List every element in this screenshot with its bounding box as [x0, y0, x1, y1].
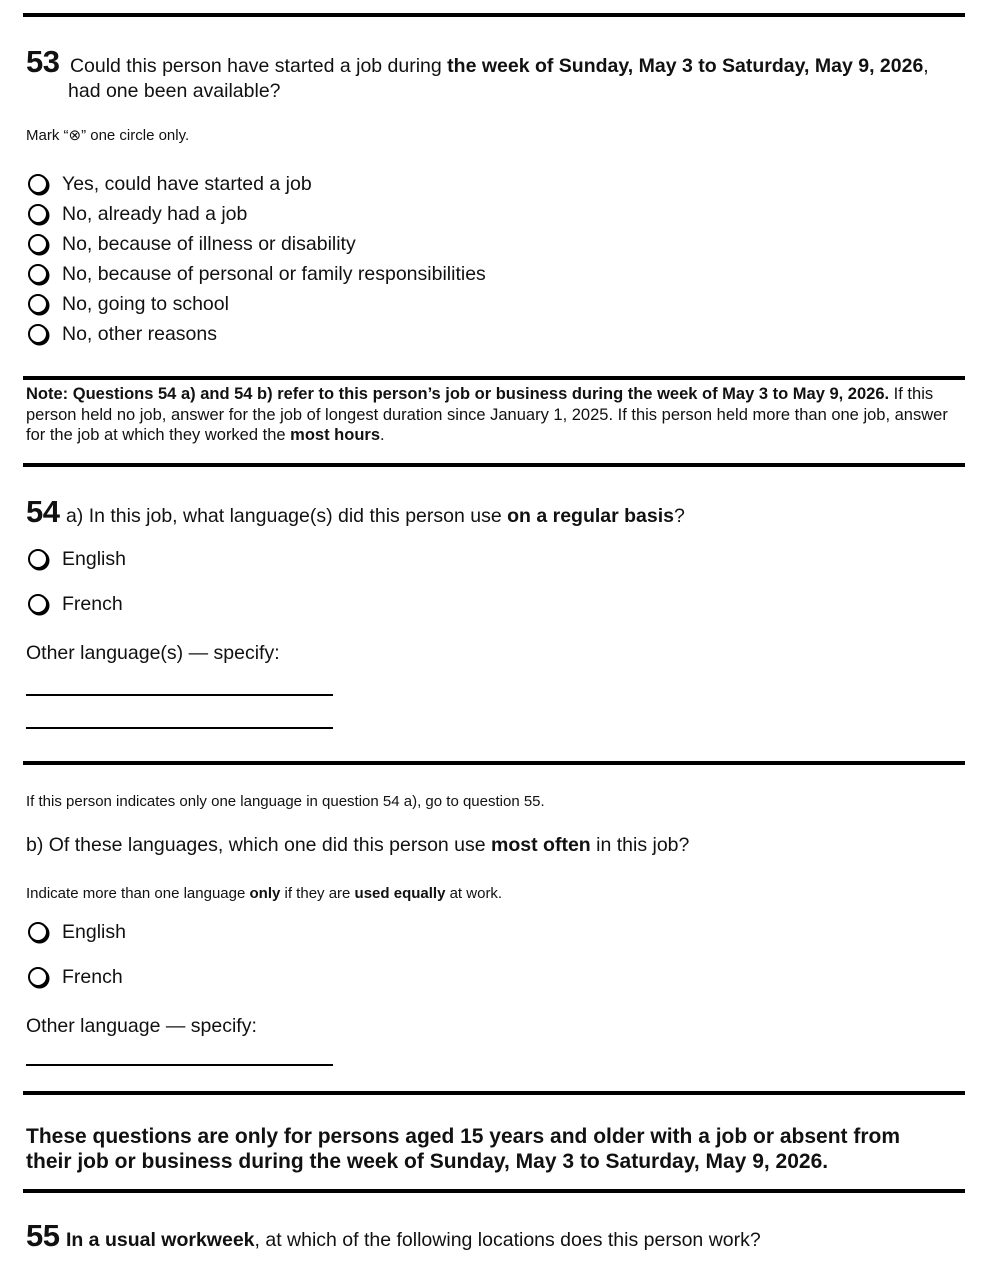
question-text-emphasis: most often — [491, 834, 591, 856]
divider-note-top — [23, 376, 965, 380]
question-text-part: in this job? — [590, 834, 690, 856]
instruction-emphasis: used equally — [354, 885, 446, 902]
radio-circle-icon[interactable] — [28, 204, 48, 224]
radio-circle-icon[interactable] — [28, 174, 48, 194]
question-text-emphasis: on a regular basis — [507, 505, 675, 527]
option-label: No, because of illness or disability — [62, 232, 356, 255]
option-going-to-school[interactable] — [28, 291, 229, 317]
question-text-emphasis: the week of Sunday, May 3 to Saturday, May 9, 2026 — [447, 55, 924, 77]
question-text-part: a) In this job, what language(s) did this person use — [65, 505, 508, 527]
radio-circle-icon[interactable] — [28, 234, 48, 254]
other-language-input-2[interactable] — [26, 727, 333, 729]
instruction-part: if they are — [280, 885, 355, 902]
radio-circle-icon[interactable] — [28, 324, 48, 344]
option-family-responsibilities[interactable] — [28, 261, 486, 287]
banner-line-1: These questions are only for persons aged 15 years and older with a job or absent from — [26, 1125, 901, 1148]
divider-note-bottom — [23, 463, 965, 467]
question-text — [70, 55, 929, 77]
option-label: English — [62, 920, 126, 943]
question-55 — [26, 1218, 966, 1254]
question-text-emphasis: In a usual workweek — [65, 1229, 255, 1251]
question-text — [66, 1229, 761, 1251]
question-53-line2: had one been available? — [68, 80, 281, 102]
option-yes-could-start[interactable] — [28, 171, 312, 197]
question-54b-text — [26, 832, 689, 858]
question-number: 55 — [26, 1218, 60, 1253]
radio-circle-icon[interactable] — [28, 922, 48, 942]
radio-circle-icon[interactable] — [28, 294, 48, 314]
other-language-label: Other language — specify: — [26, 1015, 257, 1037]
option-label: No, going to school — [62, 292, 229, 315]
question-text-part: Could this person have started a job during — [69, 55, 448, 77]
other-language-input-54b[interactable] — [26, 1064, 333, 1066]
instruction-part: at work. — [445, 885, 503, 902]
option-label: French — [62, 965, 123, 988]
radio-circle-icon[interactable] — [28, 549, 48, 569]
option-label: No, already had a job — [62, 202, 248, 225]
option-illness-disability[interactable] — [28, 231, 356, 257]
option-label: Yes, could have started a job — [62, 172, 312, 195]
section-banner — [26, 1124, 966, 1174]
radio-circle-icon[interactable] — [28, 594, 48, 614]
question-text-part: ? — [674, 505, 685, 527]
option-54b-english[interactable] — [28, 919, 126, 945]
note-heading: Note: Questions 54 a) and 54 b) refer to this person’s job or business during the week of May 3 to May 9, 2026. — [26, 385, 890, 403]
other-language-input-1[interactable] — [26, 694, 333, 696]
question-text-part: , at which of the following locations does this person work? — [254, 1229, 761, 1251]
option-54b-french[interactable] — [28, 964, 123, 990]
divider-banner-bottom — [23, 1189, 965, 1193]
question-number: 53 — [26, 44, 60, 79]
banner-line-2: their job or business during the week of Sunday, May 3 to Saturday, May 9, 2026. — [26, 1150, 829, 1173]
instruction-mark-one: Mark “⊗” one circle only. — [26, 127, 190, 144]
note-text-end: . — [380, 426, 385, 444]
question-number: 54 — [26, 494, 60, 529]
instruction-part: Indicate more than one language — [26, 885, 250, 902]
divider-top — [23, 13, 965, 17]
note-block — [26, 384, 962, 446]
option-54a-english[interactable] — [28, 546, 126, 572]
question-text-part: , — [923, 55, 929, 77]
question-54a — [26, 494, 966, 530]
question-53 — [26, 44, 966, 80]
instruction-equal-use — [26, 885, 502, 902]
option-label: English — [62, 547, 126, 570]
option-label: No, because of personal or family responsibilities — [62, 262, 486, 285]
option-already-had-job[interactable] — [28, 201, 247, 227]
note-text: If this person held no job, answer for the job of longest duration since January 1, 2025. If this person held more than one job, answer for the job at which they worked the — [26, 385, 948, 444]
instruction-emphasis: only — [249, 885, 281, 902]
note-emphasis: most hours — [290, 426, 380, 444]
option-other-reasons[interactable] — [28, 321, 217, 347]
divider-54b-top — [23, 761, 965, 765]
divider-banner-top — [23, 1091, 965, 1095]
other-languages-label: Other language(s) — specify: — [26, 642, 280, 664]
radio-circle-icon[interactable] — [28, 264, 48, 284]
question-text-part: b) Of these languages, which one did this person use — [26, 834, 492, 856]
option-label: No, other reasons — [62, 322, 218, 345]
option-54a-french[interactable] — [28, 591, 123, 617]
radio-circle-icon[interactable] — [28, 967, 48, 987]
option-label: French — [62, 592, 123, 615]
skip-instruction: If this person indicates only one language in question 54 a), go to question 55. — [26, 793, 545, 810]
question-text — [66, 505, 685, 527]
